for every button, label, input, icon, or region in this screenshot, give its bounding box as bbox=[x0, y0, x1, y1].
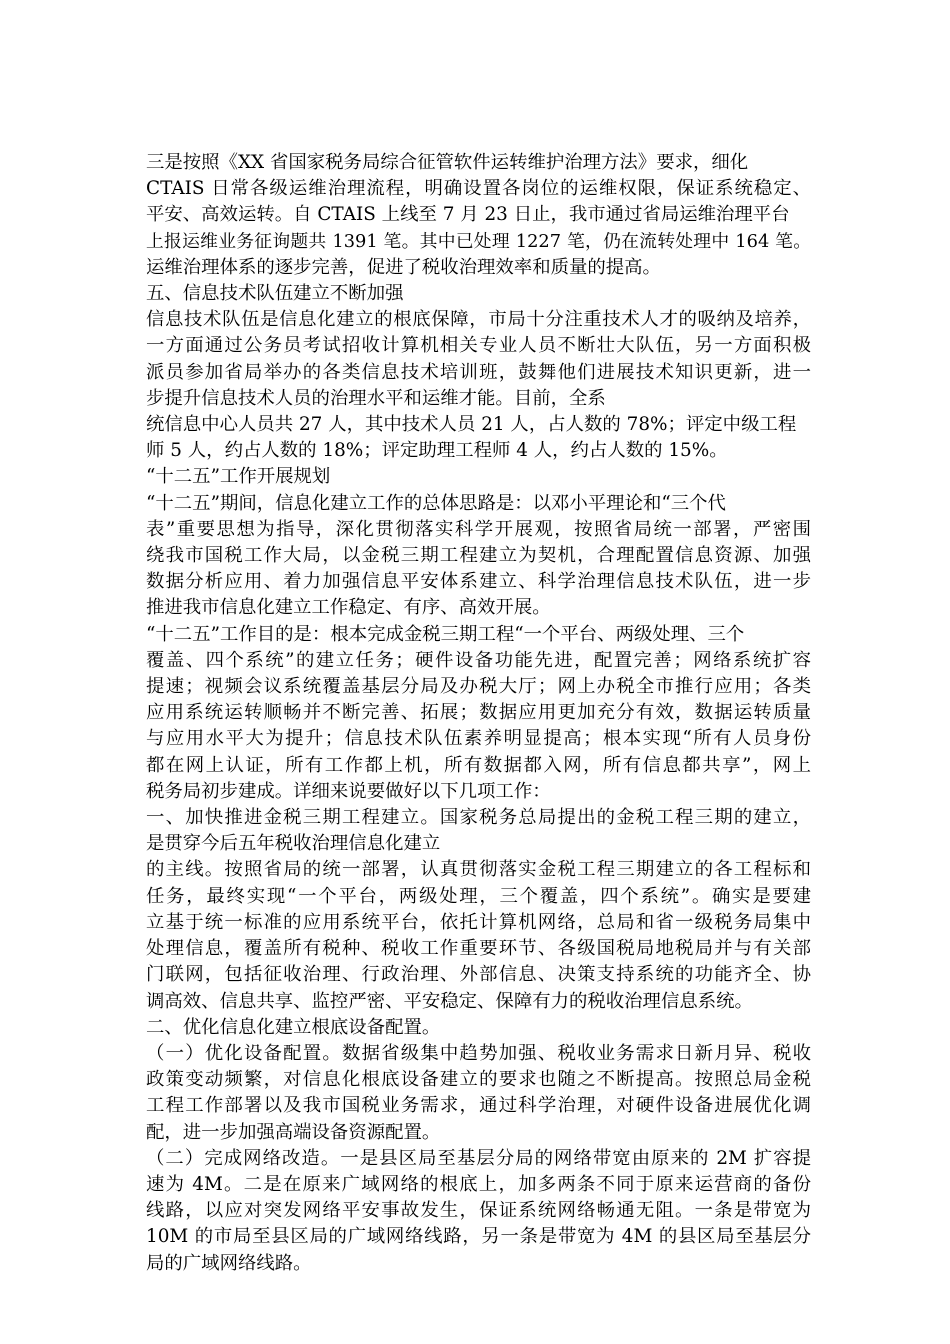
document-text-line: 都在网上认证，所有工作都上机，所有数据都入网，所有信息都共享”，网上 bbox=[146, 754, 811, 776]
document-text-line: 运维治理体系的逐步完善，促进了税收治理效率和质量的提高。 bbox=[146, 256, 661, 278]
document-text-line: 上报运维业务征询题共 1391 笔。其中已处理 1227 笔，仍在流转处理中 164 笔。 bbox=[146, 230, 811, 252]
document-text-line: 调高效、信息共享、监控严密、平安稳定、保障有力的税收治理信息系统。 bbox=[146, 990, 753, 1012]
document-text-line: 门联网，包括征收治理、行政治理、外部信息、决策支持系统的功能齐全、协 bbox=[146, 964, 811, 986]
document-text-line: 任务，最终实现“一个平台，两级处理，三个覆盖，四个系统”。确实是要建 bbox=[146, 885, 811, 907]
document-text-line: 局的广域网络线路。 bbox=[146, 1252, 312, 1274]
document-text-line: 的主线。按照省局的统一部署，认真贯彻落实金税工程三期建立的各工程标和 bbox=[146, 859, 811, 881]
document-text-line: 覆盖、四个系统”的建立任务；硬件设备功能先进，配置完善；网络系统扩容 bbox=[146, 649, 811, 671]
document-text-line: （二）完成网络改造。一是县区局至基层分局的网络带宽由原来的 2M 扩容提 bbox=[146, 1147, 811, 1169]
document-text-line: 10M 的市局至县区局的广域网络线路，另一条是带宽为 4M 的县区局至基层分 bbox=[146, 1226, 811, 1248]
document-text-line: 数据分析应用、着力加强信息平安体系建立、科学治理信息技术队伍，进一步 bbox=[146, 571, 811, 593]
document-text-line: 统信息中心人员共 27 人，其中技术人员 21 人，占人数的 78%；评定中级工程 bbox=[146, 414, 797, 436]
document-text-line: 与应用水平大为提升；信息技术队伍素养明显提高；根本实现“所有人员身份 bbox=[146, 728, 811, 750]
document-text-line: 提速；视频会议系统覆盖基层分局及办税大厅；网上办税全市推行应用；各类 bbox=[146, 676, 811, 698]
document-text-line: 平安、高效运转。自 CTAIS 上线至 7 月 23 日止，我市通过省局运维治理平台 bbox=[146, 204, 790, 226]
document-text-line: 立基于统一标准的应用系统平台，依托计算机网络，总局和省一级税务局集中 bbox=[146, 911, 811, 933]
document-text-line: 速为 4M。二是在原来广域网络的根底上，加多两条不同于原来运营商的备份 bbox=[146, 1173, 811, 1195]
document-text-line: 步提升信息技术人员的治理水平和运维才能。目前，全系 bbox=[146, 387, 606, 409]
document-text-line: “十二五”工作目的是：根本完成金税三期工程“一个平台、两级处理、三个 bbox=[146, 623, 745, 645]
document-text-line: 政策变动频繁，对信息化根底设备建立的要求也随之不断提高。按照总局金税 bbox=[146, 1069, 811, 1091]
document-text-line: 税务局初步建成。详细来说要做好以下几项工作： bbox=[146, 780, 551, 802]
document-text-line: 配，进一步加强高端设备资源配置。 bbox=[146, 1121, 441, 1143]
document-text-line: 表”重要思想为指导，深化贯彻落实科学开展观，按照省局统一部署，严密围 bbox=[146, 518, 811, 540]
document-text-line: 二、优化信息化建立根底设备配置。 bbox=[146, 1016, 441, 1038]
document-text-line: 是贯穿今后五年税收治理信息化建立 bbox=[146, 833, 441, 855]
document-text-line: 线路，以应对突发网络平安事故发生，保证系统网络畅通无阻。一条是带宽为 bbox=[146, 1200, 811, 1222]
document-text-line: 派员参加省局举办的各类信息技术培训班，鼓舞他们进展技术知识更新，进一 bbox=[146, 361, 811, 383]
document-body bbox=[146, 150, 811, 1277]
document-text-line: 工程工作部署以及我市国税业务需求，通过科学治理，对硬件设备进展优化调 bbox=[146, 1095, 811, 1117]
document-text-line: 三是按照《XX 省国家税务局综合征管软件运转维护治理方法》要求，细化 bbox=[146, 152, 749, 173]
document-text-line: 处理信息，覆盖所有税种、税收工作重要环节、各级国税局地税局并与有关部 bbox=[146, 938, 811, 960]
document-text-line: 绕我市国税工作大局，以金税三期工程建立为契机，合理配置信息资源、加强 bbox=[146, 545, 811, 567]
document-text-line: 信息技术队伍是信息化建立的根底保障，市局十分注重技术人才的吸纳及培养， bbox=[146, 309, 811, 331]
document-text-line: 推进我市信息化建立工作稳定、有序、高效开展。 bbox=[146, 597, 551, 619]
document-text-line: 一、加快推进金税三期工程建立。国家税务总局提出的金税工程三期的建立， bbox=[146, 807, 811, 829]
document-text-line: CTAIS 日常各级运维治理流程，明确设置各岗位的运维权限，保证系统稳定、 bbox=[146, 178, 811, 200]
document-text-line: 一方面通过公务员考试招收计算机相关专业人员不断壮大队伍，另一方面积极 bbox=[146, 335, 811, 357]
document-text-line: “十二五”工作开展规划 bbox=[146, 466, 331, 488]
document-text-line: 应用系统运转顺畅并不断完善、拓展；数据应用更加充分有效，数据运转质量 bbox=[146, 702, 811, 724]
document-text-line: “十二五”期间，信息化建立工作的总体思路是：以邓小平理论和“三个代 bbox=[146, 492, 726, 514]
document-text-line: （一）优化设备配置。数据省级集中趋势加强、税收业务需求日新月异、税收 bbox=[146, 1042, 811, 1064]
document-text-line: 五、信息技术队伍建立不断加强 bbox=[146, 283, 404, 305]
document-text-line: 师 5 人，约占人数的 18%；评定助理工程师 4 人，约占人数的 15%。 bbox=[146, 440, 728, 462]
